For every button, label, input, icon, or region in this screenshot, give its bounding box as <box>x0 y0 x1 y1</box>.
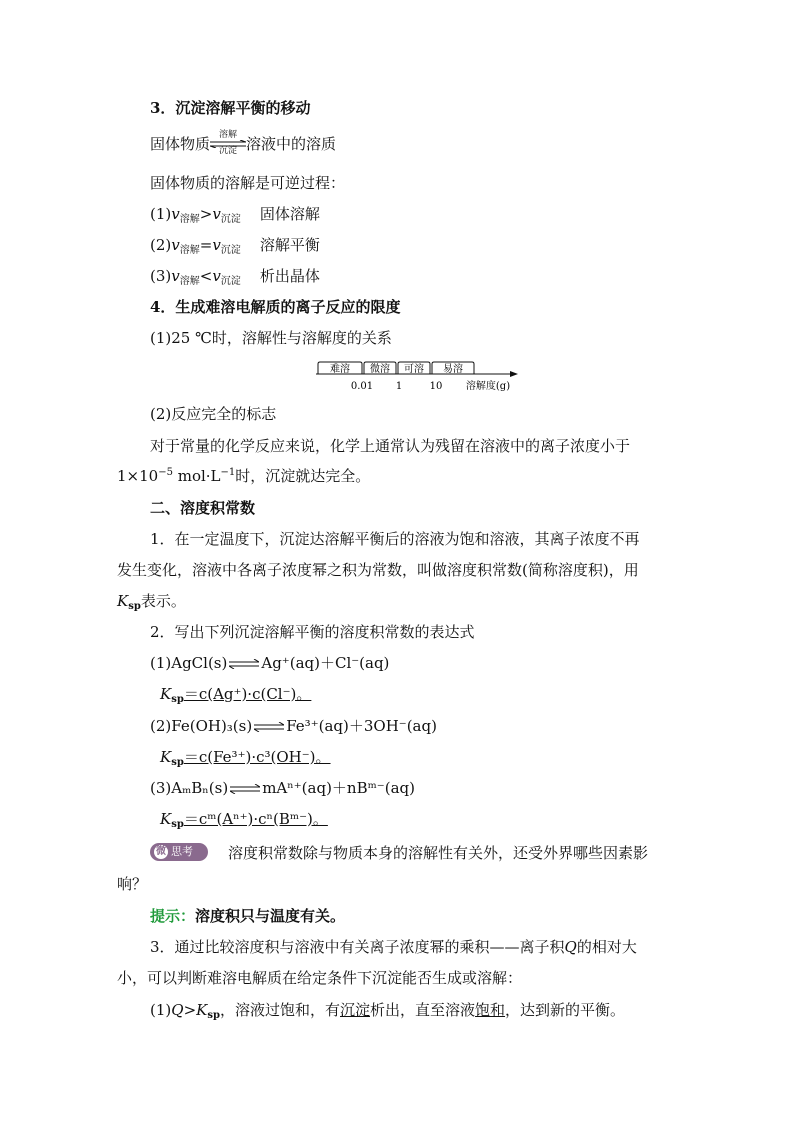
equation-1 <box>150 653 389 673</box>
ksp-value-1: ＝c(Ag⁺)·c(Cl⁻)。 <box>183 685 312 703</box>
case-result: 溶解平衡 <box>259 236 320 254</box>
solid-dissolution-equation <box>150 130 337 156</box>
underlined-saturated: 饱和 <box>475 1001 506 1019</box>
v-symbol: v <box>171 267 180 285</box>
case-1 <box>150 204 320 227</box>
case-2 <box>150 235 320 258</box>
think-question-line2: 响？ <box>117 875 148 893</box>
item-completion-sign: (2)反应完全的标志 <box>150 405 277 423</box>
final-condition-line <box>150 1000 625 1023</box>
equilibrium-arrow-icon <box>254 722 284 732</box>
v-symbol: v <box>212 236 221 254</box>
relation: = <box>199 236 213 254</box>
ksp-value-2: ＝c(Fe³⁺)·c³(OH⁻)。 <box>183 748 331 766</box>
equilibrium-arrow-icon <box>229 659 259 669</box>
hint-line <box>150 906 345 926</box>
solubility-scale <box>310 358 520 394</box>
p1-line3 <box>117 591 186 614</box>
solid-suffix: 溶液中的溶质 <box>246 135 337 153</box>
k-symbol: K <box>117 592 129 610</box>
case-number: (1) <box>150 205 172 223</box>
para-b-exp2: −1 <box>220 467 236 478</box>
hint-text: 溶度积只与温度有关。 <box>195 907 346 925</box>
last-pre: (1) <box>150 1001 172 1019</box>
arrow-bottom-label: 沉淀 <box>219 146 238 156</box>
eq1-left: (1)AgCl(s) <box>150 654 228 672</box>
v-subscript: 溶解 <box>179 245 200 256</box>
v-subscript: 沉淀 <box>220 214 241 225</box>
completion-para-line1: 对于常量的化学反应来说，化学上通常认为残留在溶液中的离子浓度小于 <box>150 437 631 455</box>
k-symbol: K <box>160 748 172 766</box>
think-question-line1: 溶度积常数除与物质本身的溶解性有关外，还受外界哪些因素影 <box>228 844 649 862</box>
k-subscript: sp <box>128 601 141 612</box>
v-symbol: v <box>212 267 221 285</box>
eq2-left: (2)Fe(OH)₃(s) <box>150 717 253 735</box>
reversible-statement: 固体物质的溶解是可逆过程： <box>150 174 346 192</box>
last-mid: ，溶液过饱和，有 <box>219 1001 340 1019</box>
case-3 <box>150 266 320 289</box>
v-symbol: v <box>212 205 221 223</box>
p3-line1 <box>150 937 637 957</box>
v-subscript: 溶解 <box>179 276 200 287</box>
ksp-value-3: ＝cᵐ(Aⁿ⁺)·cⁿ(Bᵐ⁻)。 <box>183 810 328 828</box>
think-badge <box>150 843 208 861</box>
eq2-right: Fe³⁺(aq)＋3OH⁻(aq) <box>286 717 437 735</box>
scale-tick: 10 <box>429 381 443 392</box>
case-number: (2) <box>150 236 172 254</box>
equation-3 <box>150 778 415 798</box>
k-symbol: K <box>196 1001 208 1019</box>
relation: < <box>199 267 213 285</box>
q-symbol: Q <box>171 1001 184 1019</box>
k-subscript: sp <box>207 1010 220 1021</box>
p3-text: 3．通过比较溶度积与溶液中有关离子浓度幂的乘积——离子积 <box>150 938 565 956</box>
last-mid2: 析出，直至溶液 <box>370 1001 476 1019</box>
scale-segment-very-soluble: 易溶 <box>443 364 463 375</box>
k-symbol: K <box>160 810 172 828</box>
v-subscript: 沉淀 <box>220 276 241 287</box>
v-subscript: 溶解 <box>179 214 200 225</box>
heading-reaction-limit: 4．生成难溶电解质的离子反应的限度 <box>150 298 401 316</box>
hint-label: 提示： <box>150 907 196 925</box>
heading-precipitation-shift: 3．沉淀溶解平衡的移动 <box>150 99 311 117</box>
last-post: ，达到新的平衡。 <box>505 1001 626 1019</box>
equilibrium-arrow-icon <box>230 784 260 794</box>
q-symbol: Q <box>564 938 577 956</box>
p1-line1: 1．在一定温度下，沉淀达溶解平衡后的溶液为饱和溶液，其离子浓度不再 <box>150 530 640 548</box>
v-symbol: v <box>171 236 180 254</box>
k-subscript: sp <box>171 694 184 705</box>
underlined-precipitate: 沉淀 <box>340 1001 371 1019</box>
item-solubility-relation: (1)25 ℃时，溶解性与溶解度的关系 <box>150 329 392 347</box>
p1-post: 表示。 <box>140 592 186 610</box>
scale-segment-soluble: 可溶 <box>404 364 424 375</box>
k-subscript: sp <box>171 757 184 768</box>
v-subscript: 沉淀 <box>220 245 241 256</box>
ksp-expression-3 <box>160 809 328 832</box>
scale-segment-insoluble: 难溶 <box>330 364 350 375</box>
section-ksp-heading: 二、溶度积常数 <box>150 499 256 517</box>
think-badge-icon: 微 <box>156 846 166 857</box>
think-badge-label: 思考 <box>171 845 193 858</box>
equation-2 <box>150 716 437 736</box>
scale-tick: 1 <box>395 381 403 392</box>
para-b-unit: mol·L <box>172 467 221 485</box>
p1-line2: 发生变化，溶液中各离子浓度幂之积为常数，叫做溶度积常数(简称溶度积)，用 <box>117 561 639 579</box>
completion-para-line2 <box>117 466 370 489</box>
eq3-left: (3)AₘBₙ(s) <box>150 779 229 797</box>
relation: > <box>199 205 213 223</box>
para-b-exp: −5 <box>158 467 173 478</box>
scale-unit: 溶解度(g) <box>465 381 511 392</box>
k-subscript: sp <box>171 819 184 830</box>
case-result: 固体溶解 <box>259 205 320 223</box>
para-b-pre: 1×10 <box>117 467 159 485</box>
p3-post: 的相对大 <box>576 938 637 956</box>
v-symbol: v <box>171 205 180 223</box>
case-number: (3) <box>150 267 172 285</box>
arrow-top-label: 溶解 <box>219 130 238 140</box>
p2-line: 2．写出下列沉淀溶解平衡的溶度积常数的表达式 <box>150 623 475 641</box>
para-b-post: 时，沉淀就达完全。 <box>235 467 371 485</box>
ksp-expression-2 <box>160 747 331 770</box>
eq3-right: mAⁿ⁺(aq)＋nBᵐ⁻(aq) <box>262 779 415 797</box>
reversible-arrow <box>210 130 246 156</box>
k-symbol: K <box>160 685 172 703</box>
solid-prefix: 固体物质 <box>150 135 211 153</box>
eq1-right: Ag⁺(aq)＋Cl⁻(aq) <box>261 654 390 672</box>
scale-segment-slightly: 微溶 <box>370 364 390 375</box>
relation: > <box>183 1001 197 1019</box>
scale-tick: 0.01 <box>350 381 374 392</box>
p3-line2: 小，可以判断难溶电解质在给定条件下沉淀能否生成或溶解： <box>117 969 523 987</box>
ksp-expression-1 <box>160 684 311 707</box>
case-result: 析出晶体 <box>259 267 320 285</box>
